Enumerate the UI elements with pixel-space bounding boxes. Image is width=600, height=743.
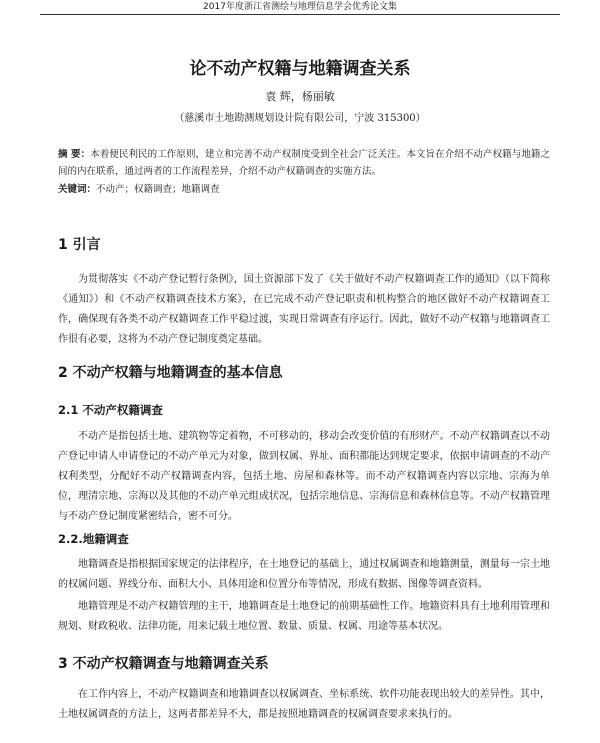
abstract-text: 本着便民利民的工作原则，建立和完善不动产权制度受到全社会广泛关注。本文旨在介绍不动产权籍与地籍之间的内在联系，通过两者的工作流程差异，介绍不动产权籍调查的实施方法。 bbox=[58, 149, 550, 177]
keywords bbox=[58, 183, 550, 197]
section-2-heading: 2 不动产权籍与地籍调查的基本信息 bbox=[58, 365, 283, 381]
running-header: 2017年度浙江省测绘与地理信息学会优秀论文集 bbox=[203, 2, 397, 12]
section-1-heading: 1 引言 bbox=[58, 237, 101, 253]
section-1-paragraph: 为贯彻落实《不动产登记暂行条例》，国土资源部下发了《关于做好不动产权籍调查工作的通知》（以下简称《通知》）和《不动产权籍调查技术方案》，在已完成不动产登记职责和机构整合的地区做好不动产权籍调查工作，确保现有各类不动产权籍调查工作平稳过渡，实现日常调查有序运行。因此，做好不动产权籍与地籍调查工作很有必要，这将为不动产登记制度奠定基础。 bbox=[58, 274, 550, 345]
keywords-text: 不动产；权籍调查；地籍调查 bbox=[96, 184, 220, 195]
section-2-1-paragraph: 不动产是指包括土地、建筑物等定着物，不可移动的，移动会改变价值的有形财产。不动产权籍调查以不动产登记申请人申请登记的不动产单元为对象，做到权属、界址、面积都能达到规定要求，依据申请调查的不动产权利类型，分配好不动产权籍调查内容，包括土地、房屋和森林等。而不动产权籍调查内容以宗地、宗海为单位，理清宗地、宗海以及其他的不动产单元组成状况，包括宗地信息、宗海信息和森林信息等。不动产权籍管理与不动产登记制度紧密结合，密不可分。 bbox=[58, 431, 550, 522]
section-3-paragraph: 在工作内容上，不动产权籍调查和地籍调查以权属调查、坐标系统、软件功能表现出较大的差异性。其中，土地权属调查的方法上，这两者都差异不大，都是按照地籍调查的权属调查要求来执行的。 bbox=[58, 689, 550, 720]
section-2-2-paragraph-2: 地籍管理是不动产权籍管理的主干，地籍调查是土地登记的前期基础性工作。地籍资料具有土地利用管理和规划、财政税收、法律功能，用来记载土地位置、数量、质量、权属、用途等基本状况。 bbox=[58, 601, 550, 632]
section-2-1-heading: 2.1 不动产权籍调查 bbox=[58, 403, 163, 417]
section-2-2-heading: 2.2.地籍调查 bbox=[58, 532, 129, 546]
paper-title: 论不动产权籍与地籍调查关系 bbox=[189, 59, 411, 79]
paper-affiliation: （慈溪市土地勘测规划设计院有限公司，宁波 315300） bbox=[174, 113, 426, 124]
section-2-2-paragraph-1: 地籍调查是指根据国家规定的法律程序，在土地登记的基础上，通过权属调查和地籍测量，测量每一宗土地的权属问题、界线分布、面积大小、具体用途和位置分布等情况，形成有数据、图像等调查资料。 bbox=[58, 559, 550, 590]
header-rule bbox=[40, 14, 560, 15]
abstract-label: 摘 要： bbox=[58, 149, 91, 160]
abstract bbox=[58, 146, 550, 180]
keywords-label: 关键词： bbox=[58, 184, 97, 195]
section-3-heading: 3 不动产权籍调查与地籍调查关系 bbox=[58, 656, 269, 672]
paper-authors: 袁 辉，杨丽敏 bbox=[265, 90, 335, 103]
